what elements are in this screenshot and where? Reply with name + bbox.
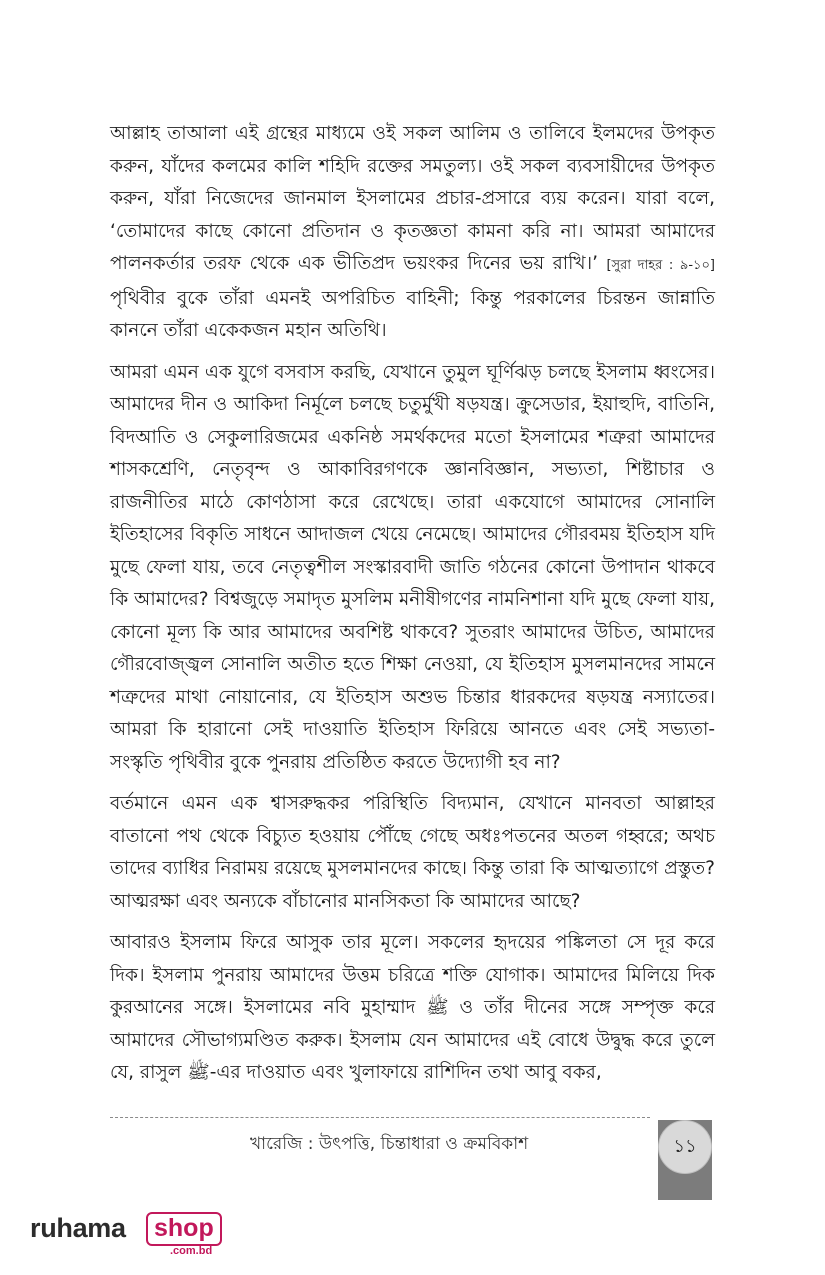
logo-domain-text: .com.bd [170, 1245, 213, 1257]
footer-divider [110, 1117, 650, 1118]
page-number: ১১ [658, 1120, 712, 1174]
paragraph-1-text-after: পৃথিবীর বুকে তাঁরা এমনই অপরিচিত বাহিনী; কিন্তু পরকালের চিরন্তন জান্নাতি কাননে তাঁরা একেকজন মহান অতিথি। [110, 287, 715, 341]
running-footer-title: খারেজি : উৎপত্তি, চিন্তাধারা ও ক্রমবিকাশ [250, 1134, 529, 1154]
page-body [110, 118, 715, 1099]
logo-brand-text: ruhama [30, 1213, 126, 1243]
paragraph-3: বর্তমানে এমন এক শ্বাসরুদ্ধকর পরিস্থিতি বিদ্যমান, যেখানে মানবতা আল্লাহর বাতানো পথ থেকে বিচ্যুত হওয়ায় পৌঁছে গেছে অধঃপতনের অতল গহ্বরে; অথচ তাদের ব্যাধির নিরাময় রয়েছে মুসলমানদের কাছে। কিন্তু তারা কি আত্মত্যাগে প্রস্তুত? আত্মরক্ষা এবং অন্যকে বাঁচানোর মানসিকতা কি আমাদের আছে? [110, 793, 715, 912]
paragraph-2: আমরা এমন এক যুগে বসবাস করছি, যেখানে তুমুল ঘূর্ণিঝড় চলছে ইসলাম ধ্বংসের। আমাদের দীন ও আকিদা নির্মূলে চলছে চতুর্মুখী ষড়যন্ত্র। ক্রুসেডার, ইয়াহুদি, বাতিনি, বিদআতি ও সেকুলারিজমের একনিষ্ঠ সমর্থকদের মতো ইসলামের শত্রুরা আমাদের শাসকশ্রেণি, নেতৃবৃন্দ ও আকাবিরগণকে জ্ঞানবিজ্ঞান, সভ্যতা, শিষ্টাচার ও রাজনীতির মাঠে কোণঠাসা করে রেখেছে। তারা একযোগে আমাদের সোনালি ইতিহাসের বিকৃতি সাধনে আদাজল খেয়ে নেমেছে। আমাদের গৌরবময় ইতিহাস যদি মুছে ফেলা যায়, তবে নেতৃত্বশীল সংস্কারবাদী জাতি গঠনের কোনো উপাদান থাকবে কি আমাদের? বিশ্বজুড়ে সমাদৃত মুসলিম মনীষীগণের নামনিশানা যদি মুছে ফেলা যায়, কোনো মূল্য কি আর আমাদের অবশিষ্ট থাকবে? সুতরাং আমাদের উচিত, আমাদের গৌরবোজ্জ্বল সোনালি অতীত হতে শিক্ষা নেওয়া, যে ইতিহাস মুসলমানদের সামনে শত্রুদের মাথা নোয়ানোর, যে ইতিহাস অশুভ চিন্তার ধারকদের ষড়যন্ত্র নস্যাতের। আমরা কি হারানো সেই দাওয়াতি ইতিহাস ফিরিয়ে আনতে এবং সেই সভ্যতা-সংস্কৃতি পৃথিবীর বুকে পুনরায় প্রতিষ্ঠিত করতে উদ্যোগী হব না? [110, 361, 715, 773]
paragraph-1-text: আল্লাহ তাআলা এই গ্রন্থের মাধ্যমে ওই সকল আলিম ও তালিবে ইলমদের উপকৃত করুন, যাঁদের কলমের কালি শহিদি রক্তের সমতুল্য। ওই সকল ব্যবসায়ীদের উপকৃত করুন, যাঁরা নিজেদের জানমাল ইসলামের প্রচার-প্রসারে ব্যয় করেন। যারা বলে, ‘তোমাদের কাছে কোনো প্রতিদান ও কৃতজ্ঞতা কামনা করি না। আমরা আমাদের পালনকর্তার তরফ থেকে এক ভীতিপ্রদ ভয়ংকর দিনের ভয় রাখি।’ [110, 123, 715, 274]
paragraph-1 [110, 118, 715, 348]
ruhamashop-watermark-logo [30, 1212, 230, 1262]
quran-citation: [সুরা দাহর : ৯-১০] [606, 258, 715, 273]
paragraph-4: আবারও ইসলাম ফিরে আসুক তার মূলে। সকলের হৃদয়ের পঙ্কিলতা সে দূর করে দিক। ইসলাম পুনরায় আমাদের উত্তম চরিত্রে শক্তি যোগাক। আমাদের মিলিয়ে দিক কুরআনের সঙ্গে। ইসলামের নবি মুহাম্মাদ ﷺ ও তাঁর দীনের সঙ্গে সম্পৃক্ত করে আমাদের সৌভাগ্যমণ্ডিত করুক। ইসলাম যেন আমাদের এই বোধে উদ্বুদ্ধ করে তুলে যে, রাসুল ﷺ-এর দাওয়াত এবং খুলাফায়ে রাশিদিন তথা আবু বকর, [110, 932, 715, 1083]
logo-shop-badge: shop [146, 1212, 222, 1246]
